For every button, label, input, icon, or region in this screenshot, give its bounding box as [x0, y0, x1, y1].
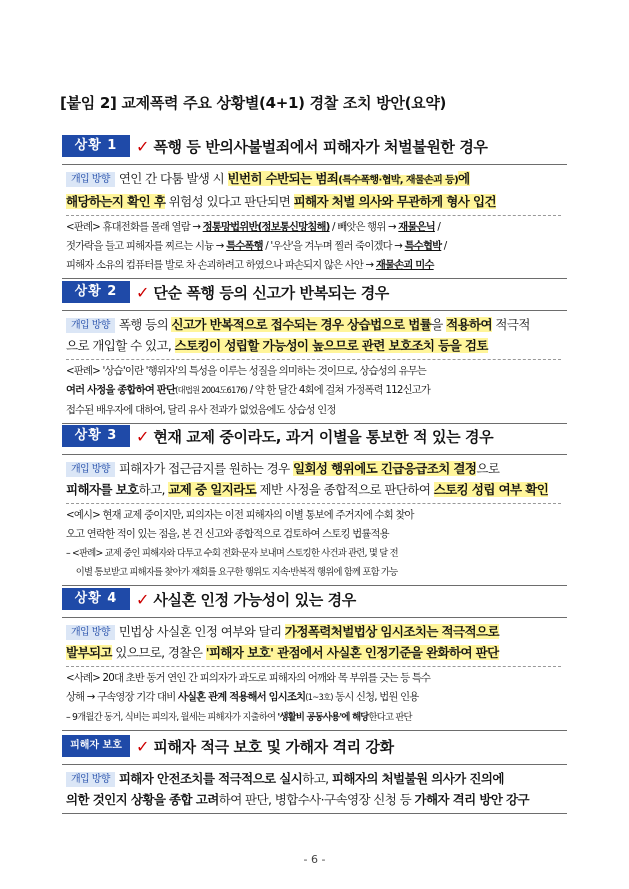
situation-2-box — [62, 310, 567, 424]
victim-protection-line-1: 개입 방향 피해자 안전조치를 적극적으로 실시하고, 피해자의 처벌불원 의사가 진의에 — [66, 768, 561, 789]
situation-1-heading — [62, 133, 567, 159]
situation-1-title: 폭행 등 반의사불벌죄에서 피해자가 처벌불원한 경우 — [153, 137, 488, 156]
situation-3-label: 상황 3 — [62, 425, 130, 447]
victim-protection-section — [62, 733, 567, 814]
situation-3-direction-line-2: 피해자를 보호하고, 교제 중 일지라도 제반 사정을 종합적으로 판단하여 스토킹 성립 여부 확인 — [66, 482, 549, 497]
situation-3-section — [62, 423, 567, 586]
situation-3-box — [62, 454, 567, 586]
situation-4-section — [62, 586, 567, 731]
situation-3-case-line-2: 오고 연락한 적이 있는 점을, 본 건 신고와 종합적으로 검토하여 스토킹 법률적용 — [66, 528, 389, 540]
intervention-tag: 개입 방향 — [66, 172, 115, 187]
victim-protection-line-2: 의한 것인지 상황을 종합 고려하여 판단, 병합수사·구속영장 신청 등 가해자 격리 방안 강구 — [66, 792, 529, 807]
situation-1-direction-line-2: 해당하는지 확인 후 위험성 있다고 판단되면 피해자 처벌 의사와 무관하게 형사 입건 — [66, 194, 496, 209]
situation-2-direction-line-1: 개입 방향 폭행 등의 신고가 반복적으로 접수되는 경우 상습법으로 법률을 적용하여 적극적 — [66, 314, 561, 335]
situation-4-case-box — [66, 666, 561, 727]
situation-4-label: 상황 4 — [62, 588, 130, 610]
situation-1-case-line-3: 피해자 소유의 컴퓨터를 발로 차 손괴하려고 하였으나 파손되지 않은 사안 → 재물손괴 미수 — [66, 259, 434, 271]
situation-4-heading — [62, 586, 567, 612]
situation-4-case-line-1: <사례> 20대 초반 동거 연인 간 피의자가 과도로 피해자의 어깨와 목 부위를 긋는 등 특수 — [66, 672, 431, 684]
situation-4-box — [62, 617, 567, 731]
situation-1-case-box — [66, 215, 561, 275]
situation-4-direction-line-2: 발부되고 있으므로, 경찰은 '피해자 보호' 관점에서 사실혼 인정기준을 완화하여 판단 — [66, 645, 499, 660]
page-title: [붙임 2] 교제폭력 주요 상황별(4+1) 경찰 조치 방안(요약) — [60, 94, 447, 112]
situation-1-direction-line-1: 개입 방향 연인 간 다툼 발생 시 빈번히 수반되는 범죄(특수폭행·협박, 재물손괴 등)에 — [66, 168, 561, 191]
intervention-tag: 개입 방향 — [66, 318, 115, 333]
situation-2-case-line-1: <판례> '상습'이란 '행위자'의 특성을 이루는 성질을 의미하는 것이므로, 상습성의 유무는 — [66, 365, 427, 377]
check-icon: ✓ — [136, 736, 150, 756]
check-icon: ✓ — [136, 426, 150, 446]
situation-2-section — [62, 279, 567, 424]
situation-4-direction-line-1: 개입 방향 민법상 사실혼 인정 여부와 달리 가정폭력처벌법상 임시조치는 적극적으로 — [66, 621, 561, 642]
situation-2-direction-line-2: 으로 개입할 수 있고, 스토킹이 성립할 가능성이 높으므로 관련 보호조치 등을 검토 — [66, 338, 488, 353]
situation-2-case-line-2: 여러 사정을 종합하여 판단(대법원 2004도6176) / 약 한 달간 4회에 걸쳐 가정폭력 112신고가 — [66, 384, 431, 396]
situation-2-case-box — [66, 359, 561, 420]
check-icon: ✓ — [136, 136, 150, 156]
situation-3-case-line-3: – <판례> 교제 중인 피해자와 다투고 수회 전화·문자 보내며 스토킹한 사건과 관련, 몇 달 전 — [66, 548, 398, 559]
situation-1-case-line-2: 젓가락을 들고 피해자를 찌르는 시늉 → 특수폭행 / '우산'을 겨누며 찔러 죽이겠다 → 특수협박 / — [66, 240, 447, 252]
situation-4-case-line-3: – 9개월간 동거, 식비는 피의자, 월세는 피해자가 지출하여 '생활비 공동사용'에 해당한다고 판단 — [66, 712, 412, 723]
situation-2-heading — [62, 279, 567, 305]
situation-3-case-line-1: <예시> 현재 교제 중이지만, 피의자는 이전 피해자의 이별 통보에 주거지에 수회 찾아 — [66, 509, 414, 521]
situation-3-heading — [62, 423, 567, 449]
page-number: - 6 - — [303, 853, 326, 866]
intervention-tag: 개입 방향 — [66, 462, 115, 477]
situation-2-title: 단순 폭행 등의 신고가 반복되는 경우 — [153, 283, 389, 302]
situation-1-section — [62, 133, 567, 279]
check-icon: ✓ — [136, 282, 150, 302]
victim-protection-label: 피해자 보호 — [62, 735, 130, 757]
victim-protection-title: 피해자 적극 보호 및 가해자 격리 강화 — [153, 737, 394, 756]
victim-protection-box — [62, 764, 567, 814]
victim-protection-heading — [62, 733, 567, 759]
situation-1-case-line-1: <판례> 휴대전화를 몰래 열람 → 정통망법위반(정보통신망침해) / 빼앗은 행위 → 재물은닉 / — [66, 221, 441, 233]
situation-4-title: 사실혼 인정 가능성이 있는 경우 — [153, 590, 356, 609]
intervention-tag: 개입 방향 — [66, 625, 115, 640]
situation-2-case-line-3: 접수된 배우자에 대하여, 달리 유사 전과가 없었음에도 상습성 인정 — [66, 404, 336, 416]
situation-3-direction-line-1: 개입 방향 피해자가 접근금지를 원하는 경우 일회성 행위에도 긴급응급조치 결정으로 — [66, 458, 561, 479]
situation-4-case-line-2: 상해 → 구속영장 기각 대비 사실혼 관계 적용해서 임시조치(1~3호) 동시 신청, 법원 인용 — [66, 691, 419, 703]
situation-1-label: 상황 1 — [62, 135, 130, 157]
check-icon: ✓ — [136, 589, 150, 609]
situation-3-case-box — [66, 503, 561, 582]
situation-3-case-line-4: 이별 통보받고 피해자를 찾아가 재회를 요구한 행위도 지속·반복적 행위에 함께 포함 가능 — [75, 567, 398, 578]
situation-3-title: 현재 교제 중이라도, 과거 이별을 통보한 적 있는 경우 — [153, 427, 494, 446]
situation-2-label: 상황 2 — [62, 281, 130, 303]
intervention-tag: 개입 방향 — [66, 772, 115, 787]
situation-1-box — [62, 164, 567, 279]
